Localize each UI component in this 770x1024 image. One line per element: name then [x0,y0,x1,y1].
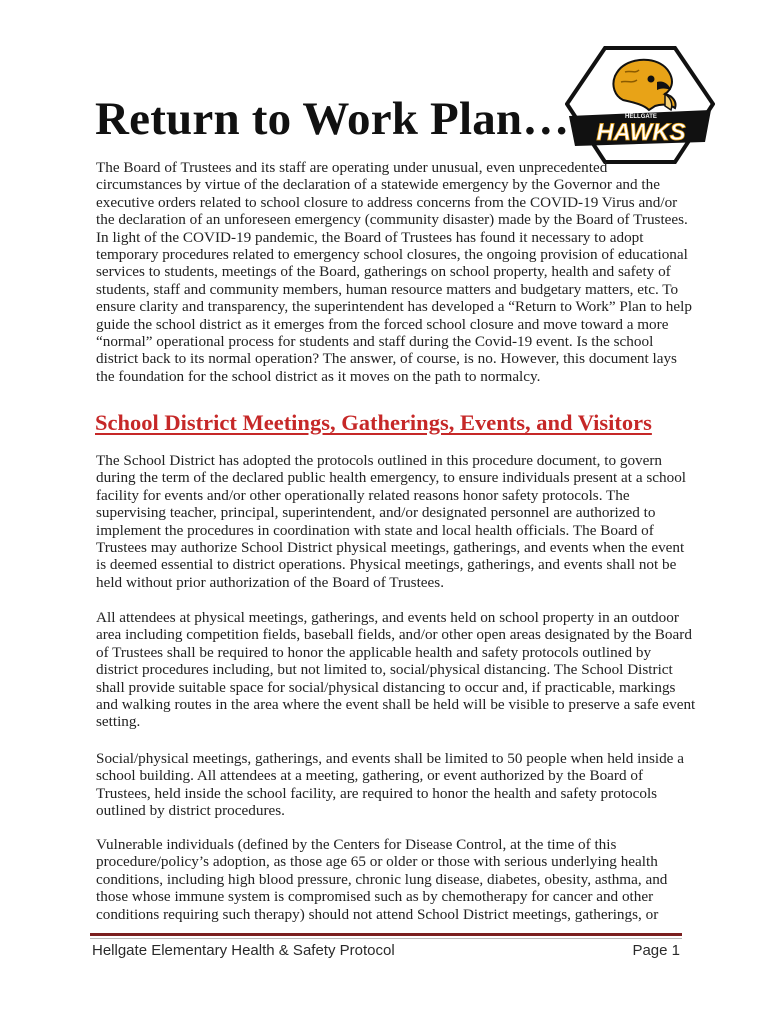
page-title: Return to Work Plan… [95,93,570,145]
intro-paragraph: The Board of Trustees and its staff are operating under unusual, even unprecedented circumstances by virtue of the declaration of a statewide emergency by the Governor and the executive orders related to school closure to address concerns from the COVID-19 Virus and/or the declaration of an unforeseen emergency (community disaster) made by the Board of Trustees. In light of the COVID-19 pandemic, the Board of Trustees has found it necessary to adopt temporary procedures related to emergency school closures, the ongoing provision of educational services to students, meetings of the Board, gatherings on school property, health and safety of students, staff and community members, human resource matters and budgetary matters, etc. To ensure clarity and transparency, the superintendent has developed a “Return to Work” Plan to help guide the school district as it emerges from the forced school closure and move toward a more “normal” operational process for students and staff during the Covid-19 event. Is the school district back to its normal operation? The answer, of course, is no. However, this document lays the foundation for the school district as it moves on the path to normalcy. [96,159,692,385]
footer-divider-thin [90,938,682,939]
logo-small-text: HELLGATE [625,114,657,120]
hawk-mascot-logo [565,46,715,164]
meetings-paragraph-1: The School District has adopted the protocols outlined in this procedure document, to govern during the term of the declared public health emergency, to ensure individuals present at a school facility for events and/or other operationally related reasons honor safety protocols. The supervising teacher, principal, superintendent, and/or designated personnel are authorized to implement the procedures in coordination with state and local health officials. The Board of Trustees may authorize School District physical meetings, gatherings, and events when the event is deemed essential to district operations. Physical meetings, gatherings, and events shall not be held without prior authorization of the Board of Trustees. [96,452,687,591]
meetings-paragraph-4: Vulnerable individuals (defined by the Centers for Disease Control, at the time of this procedure/policy’s adoption, as those age 65 or older or those with serious underlying health conditions, including high blood pressure, chronic lung disease, diabetes, obesity, asthma, and those whose immune system is compromised such as by chemotherapy for cancer and other conditions requiring such therapy) should not attend School District meetings, gatherings, or [96,836,668,923]
meetings-paragraph-3: Social/physical meetings, gatherings, and events shall be limited to 50 people when held inside a school building. All attendees at a meeting, gathering, or event authorized by the Board of Trustees, held inside the school facility, are required to honor the health and safety protocols outlined by district procedures. [96,750,684,820]
footer-page-number: Page 1 [632,942,680,959]
footer-document-name: Hellgate Elementary Health & Safety Protocol [92,942,395,959]
footer-divider [90,933,682,936]
section-heading: School District Meetings, Gatherings, Events, and Visitors [95,410,652,435]
logo-text: HAWKS [596,119,686,146]
meetings-paragraph-2: All attendees at physical meetings, gatherings, and events held on school property in an outdoor area including competition fields, baseball fields, and/or other open areas designated by the Board of Trustees shall be required to honor the applicable health and safety protocols outlined by district procedures including, but not limited to, social/physical distancing. The School District shall provide suitable space for social/physical distancing to occur and, if practicable, markings and walking routes in the area where the event shall be held will be visible to preserve a safe event setting. [96,609,696,731]
